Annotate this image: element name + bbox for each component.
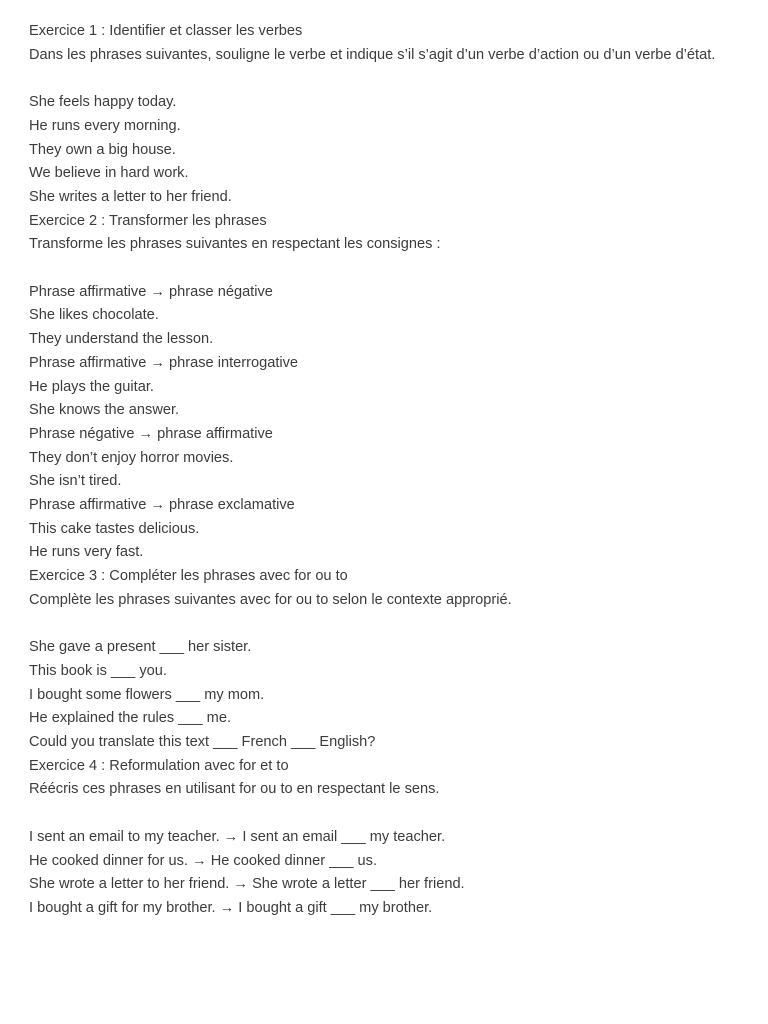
exercise-1-sentence: They own a big house. (29, 141, 176, 158)
exercise-3-sentence: She gave a present ___ her sister. (29, 639, 252, 656)
exercise-1-sentence: We believe in hard work. (29, 165, 189, 182)
blank-line (29, 67, 740, 91)
exercise-2-sentence: This cake tastes delicious. (29, 520, 200, 537)
exercise-2-subheading: Phrase affirmative → phrase exclamative (29, 497, 295, 514)
exercise-4-sentence: He cooked dinner for us. → He cooked dinner ___ us. (29, 852, 378, 869)
exercise-2-sentence: They don’t enjoy horror movies. (29, 449, 234, 466)
exercise-2-sentence: She likes chocolate. (29, 307, 159, 324)
blank-line (29, 257, 740, 281)
exercise-3-sentence: Could you translate this text ___ French ___ English? (29, 734, 376, 751)
exercise-4-instructions: Réécris ces phrases en utilisant for ou to en respectant le sens. (29, 781, 440, 798)
exercise-3-title: Exercice 3 : Compléter les phrases avec for ou to (29, 568, 348, 585)
exercise-3-instructions: Complète les phrases suivantes avec for ou to selon le contexte approprié. (29, 591, 512, 608)
exercise-4-title: Exercice 4 : Reformulation avec for et to (29, 757, 289, 774)
exercise-1-title: Exercice 1 : Identifier et classer les verbes (29, 23, 303, 39)
exercise-2-subheading: Phrase affirmative → phrase interrogative (29, 354, 299, 371)
exercise-2-sentence: She knows the answer. (29, 402, 180, 419)
exercise-3-sentence: He explained the rules ___ me. (29, 710, 232, 727)
exercise-4-sentence: I sent an email to my teacher. → I sent an email ___ my teacher. (29, 828, 446, 845)
exercise-1-sentence: She feels happy today. (29, 94, 177, 111)
exercise-1-sentence: He runs every morning. (29, 117, 181, 134)
exercise-2-sentence: He plays the guitar. (29, 378, 154, 395)
exercise-2-subheading: Phrase négative → phrase affirmative (29, 425, 273, 442)
exercise-1-instructions: Dans les phrases suivantes, souligne le verbe et indique s’il s’agit d’un verbe d’action ou d’un verbe d’état. (29, 46, 716, 63)
exercise-2-sentence: They understand the lesson. (29, 331, 214, 348)
exercise-3-sentence: I bought some flowers ___ my mom. (29, 686, 265, 703)
exercise-4-sentence: She wrote a letter to her friend. → She wrote a letter ___ her friend. (29, 876, 465, 893)
exercise-3-sentence: This book is ___ you. (29, 662, 167, 679)
blank-line (29, 802, 740, 826)
exercise-2-instructions: Transforme les phrases suivantes en respectant les consignes : (29, 236, 441, 253)
exercise-2-sentence: He runs very fast. (29, 544, 144, 561)
exercise-2-title: Exercice 2 : Transformer les phrases (29, 212, 267, 229)
blank-line (29, 613, 740, 637)
exercise-1-sentence: She writes a letter to her friend. (29, 188, 232, 205)
exercise-2-sentence: She isn’t tired. (29, 473, 122, 490)
exercise-4-sentence: I bought a gift for my brother. → I bought a gift ___ my brother. (29, 899, 433, 916)
exercise-2-subheading: Phrase affirmative → phrase négative (29, 283, 273, 300)
